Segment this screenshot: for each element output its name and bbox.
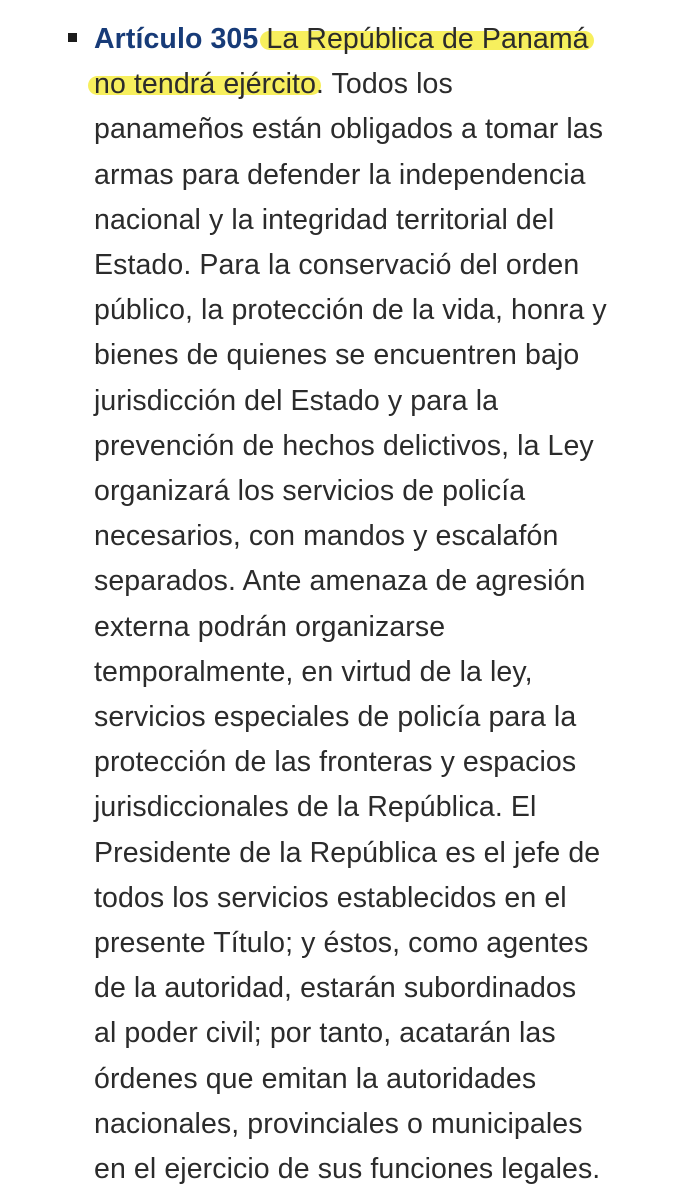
article-line: al poder civil; por tanto, acatarán las bbox=[94, 1017, 556, 1050]
article-line: Estado. Para la conservació del orden bbox=[94, 249, 580, 282]
article-line: necesarios, con mandos y escalafón bbox=[94, 520, 559, 553]
article-line: armas para defender la independencia bbox=[94, 158, 586, 191]
article-line: Presidente de la República es el jefe de bbox=[94, 836, 601, 869]
article-line: protección de las fronteras y espacios bbox=[94, 746, 577, 779]
article-line: servicios especiales de policía para la bbox=[94, 701, 577, 734]
article-line: público, la protección de la vida, honra y bbox=[94, 294, 607, 327]
article-line: nacionales, provinciales o municipales bbox=[94, 1107, 583, 1140]
cut-off-next-line bbox=[94, 1184, 634, 1204]
article-line-1 bbox=[94, 17, 669, 62]
article-line: prevención de hechos delictivos, la Ley bbox=[94, 429, 594, 462]
article-heading: Artículo 305 bbox=[94, 23, 259, 55]
article-line: jurisdicción del Estado y para la bbox=[94, 384, 499, 417]
article-line: separados. Ante amenaza de agresión bbox=[94, 565, 586, 598]
bullet-square-icon bbox=[68, 33, 77, 42]
highlighted-text-1: La República de Panamá bbox=[266, 23, 589, 55]
article-text bbox=[94, 17, 669, 1192]
article-line: nacional y la integridad territorial del bbox=[94, 203, 555, 236]
article-line: de la autoridad, estarán subordinados bbox=[94, 972, 577, 1005]
article-line: organizará los servicios de policía bbox=[94, 475, 526, 508]
article-line: panameños están obligados a tomar las bbox=[94, 113, 604, 146]
article-line: bienes de quienes se encuentren bajo bbox=[94, 339, 580, 372]
article-line: temporalmente, en virtud de la ley, bbox=[94, 655, 533, 688]
text-after-highlight: . Todos los bbox=[316, 68, 453, 101]
article-line: todos los servicios establecidos en el bbox=[94, 881, 567, 914]
article-line-2 bbox=[94, 62, 669, 107]
article-line: órdenes que emitan la autoridades bbox=[94, 1062, 537, 1095]
article-body-lines bbox=[94, 107, 669, 1192]
highlighted-text-2: no tendrá ejército bbox=[94, 68, 317, 101]
article-line: jurisdiccionales de la República. El bbox=[94, 791, 537, 824]
article-line: presente Título; y éstos, como agentes bbox=[94, 927, 589, 960]
article-line: externa podrán organizarse bbox=[94, 610, 446, 643]
article-line: en el ejercicio de sus funciones legales. bbox=[94, 1153, 601, 1186]
